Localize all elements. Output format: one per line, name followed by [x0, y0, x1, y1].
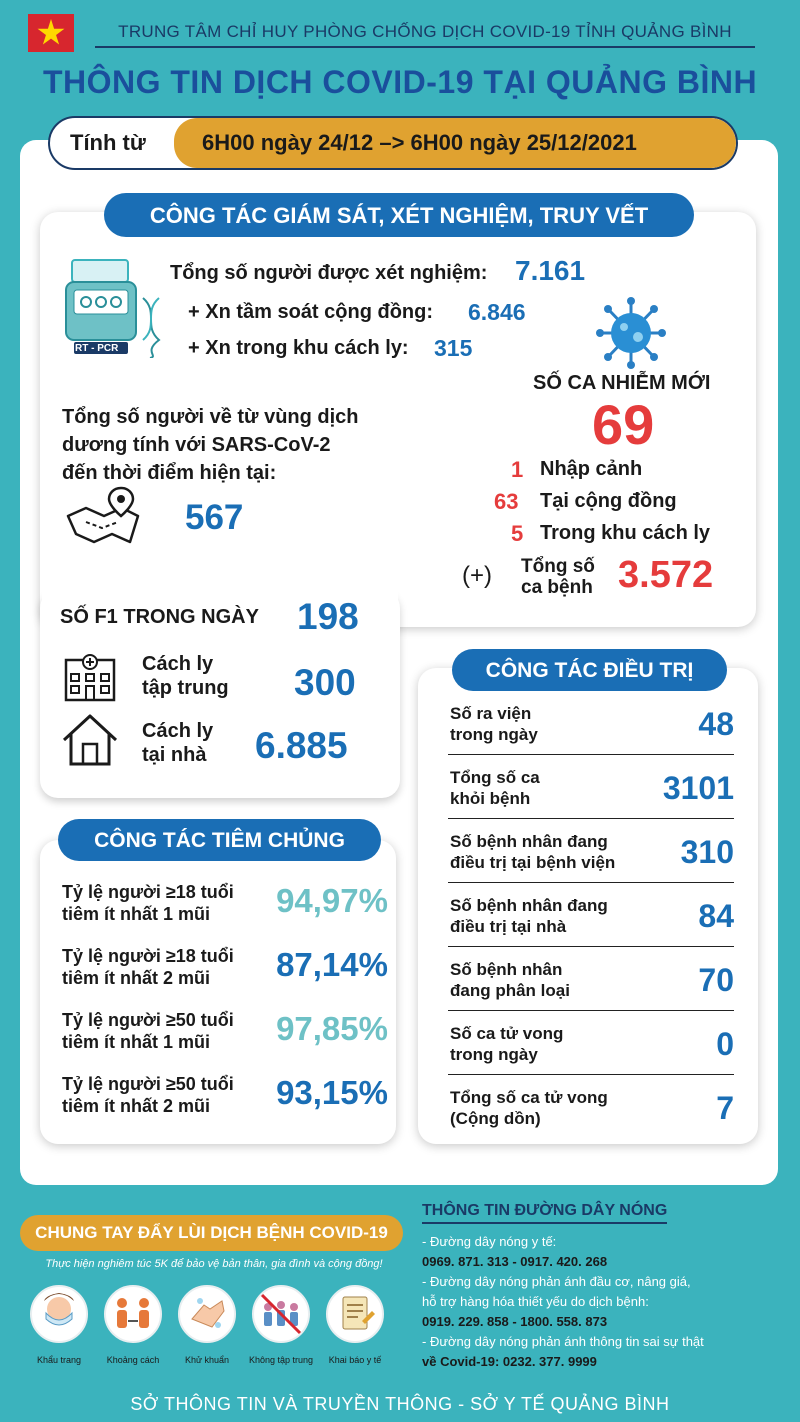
dna-icon	[140, 296, 162, 358]
quarantine-test-label: + Xn trong khu cách ly:	[188, 337, 409, 359]
hotline-block	[422, 1202, 782, 1372]
returned-value: 567	[185, 498, 244, 537]
quarantine-cases-label: Trong khu cách ly	[540, 522, 711, 544]
treatment-title: CÔNG TÁC ĐIỀU TRỊ	[452, 649, 727, 691]
hand-wash-icon	[178, 1285, 236, 1343]
vaccination-row	[40, 876, 396, 940]
hotline-number: về Covid-19: 0232. 377. 9999	[422, 1354, 597, 1369]
returned-label-1: Tổng số người về từ vùng dịch	[62, 406, 359, 428]
home-quarantine-label-2: tại nhà	[142, 744, 207, 766]
vaccination-row-label-2: tiêm ít nhất 2 mũi	[62, 968, 211, 988]
campaign-item-label: Khử khuẩn	[184, 1355, 230, 1365]
imported-label: Nhập cảnh	[540, 458, 643, 480]
central-quarantine-value: 300	[294, 662, 356, 703]
vaccination-row-label-1: Tỷ lệ người ≥18 tuổi	[62, 946, 234, 966]
surveillance-title: CÔNG TÁC GIÁM SÁT, XÉT NGHIỆM, TRUY VẾT	[104, 193, 694, 237]
treatment-row-label-1: Số bệnh nhân	[450, 960, 563, 979]
vaccination-row-label-2: tiêm ít nhất 2 mũi	[62, 1096, 211, 1116]
period-value: 6H00 ngày 24/12 –> 6H00 ngày 25/12/2021	[174, 118, 736, 168]
health-declaration-icon	[326, 1285, 384, 1343]
treatment-row-value: 7	[716, 1090, 734, 1126]
campaign-item-label: Không tập trung	[248, 1355, 314, 1365]
treatment-row	[418, 954, 758, 1018]
total-tested-label: Tổng số người được xét nghiệm:	[170, 262, 488, 284]
treatment-row-label-2: đang phân loại	[450, 981, 570, 1000]
treatment-row-value: 48	[698, 706, 734, 742]
period-bar	[48, 116, 738, 170]
community-test-value: 6.846	[468, 299, 526, 325]
f1-label: SỐ F1 TRONG NGÀY	[60, 606, 259, 628]
central-quarantine-label-1: Cách ly	[142, 653, 214, 675]
divider	[95, 46, 755, 48]
vaccination-row-label-2: tiêm ít nhất 1 mũi	[62, 904, 211, 924]
virus-icon	[592, 297, 670, 369]
organization-name: TRUNG TÂM CHỈ HUY PHÒNG CHỐNG DỊCH COVID-19 TỈNH QUẢNG BÌNH	[118, 22, 732, 41]
treatment-row	[418, 698, 758, 762]
community-cases-label: Tại cộng đồng	[540, 490, 677, 512]
treatment-row-label-2: điều trị tại nhà	[450, 917, 567, 936]
vaccination-title: CÔNG TÁC TIÊM CHỦNG	[58, 819, 381, 861]
row-divider	[448, 946, 734, 947]
no-gathering-icon	[252, 1285, 310, 1343]
treatment-row	[418, 1018, 758, 1082]
vaccination-row-value: 93,15%	[276, 1074, 388, 1111]
hotline-line: - Đường dây nóng phản ánh thông tin sai sự thật	[422, 1334, 704, 1349]
row-divider	[448, 1074, 734, 1075]
new-cases-value: 69	[592, 393, 655, 456]
campaign-subtitle: Thực hiện nghiêm túc 5K để bảo vệ bản thân, gia đình và cộng đồng!	[45, 1258, 383, 1270]
quarantine-test-value: 315	[434, 335, 473, 361]
vaccination-row-label-1: Tỷ lệ người ≥50 tuổi	[62, 1010, 234, 1030]
returned-label-2: dương tính với SARS-CoV-2	[62, 434, 331, 456]
treatment-row-value: 84	[698, 898, 734, 934]
treatment-row-label-2: trong ngày	[450, 725, 538, 744]
imported-value: 1	[511, 457, 524, 482]
row-divider	[448, 818, 734, 819]
vaccination-row-label-2: tiêm ít nhất 1 mũi	[62, 1032, 211, 1052]
treatment-row-value: 310	[680, 834, 734, 870]
distance-icon	[104, 1285, 162, 1343]
hotline-line: - Đường dây nóng phản ánh đầu cơ, nâng giá,	[422, 1274, 691, 1289]
treatment-card	[418, 668, 758, 1144]
treatment-row	[418, 890, 758, 954]
vaccination-row-value: 94,97%	[276, 882, 388, 919]
vaccination-row-value: 97,85%	[276, 1010, 388, 1047]
quarantine-cases-value: 5	[511, 521, 524, 546]
hotline-title: THÔNG TIN ĐƯỜNG DÂY NÓNG	[422, 1202, 667, 1224]
plus-badge: (+)	[462, 562, 492, 589]
treatment-row-value: 70	[698, 962, 734, 998]
row-divider	[448, 754, 734, 755]
campaign-item-label: Khai báo y tế	[328, 1355, 382, 1365]
new-cases-label: SỐ CA NHIỄM MỚI	[533, 372, 711, 394]
vaccination-row	[40, 940, 396, 1004]
house-icon	[60, 712, 120, 768]
total-tested-value: 7.161	[515, 255, 586, 286]
treatment-row-value: 0	[716, 1026, 734, 1062]
vaccination-row-value: 87,14%	[276, 946, 388, 983]
home-quarantine-label-1: Cách ly	[142, 720, 214, 742]
vaccination-row-label-1: Tỷ lệ người ≥18 tuổi	[62, 882, 234, 902]
treatment-row-label-2: điều trị tại bệnh viện	[450, 853, 616, 872]
treatment-row-label-2: (Cộng dồn)	[450, 1109, 541, 1128]
treatment-row-label-2: khỏi bệnh	[450, 789, 531, 808]
rtpcr-label: RT - PCR	[75, 343, 119, 354]
returned-label-3: đến thời điểm hiện tại:	[62, 462, 277, 484]
page-title: THÔNG TIN DỊCH COVID-19 TẠI QUẢNG BÌNH	[42, 64, 758, 100]
period-label: Tính từ	[70, 130, 146, 155]
community-cases-value: 63	[494, 489, 519, 514]
treatment-row-label-1: Tổng số ca tử vong	[450, 1088, 608, 1107]
hotline-line: - Đường dây nóng y tế:	[422, 1234, 557, 1249]
campaign-item-label: Khẩu trang	[36, 1355, 82, 1365]
total-cases-label-2: ca bệnh	[521, 577, 593, 598]
treatment-row-label-1: Số ra viện	[450, 704, 532, 723]
vaccination-row	[40, 1004, 396, 1068]
hotline-line: hỗ trợ hàng hóa thiết yếu do dịch bệnh:	[422, 1294, 649, 1309]
map-pin-icon	[64, 486, 142, 546]
vietnam-flag-icon	[28, 14, 74, 52]
treatment-row-label-1: Tổng số ca	[450, 768, 540, 787]
hotline-number: 0969. 871. 313 - 0917. 420. 268	[422, 1254, 608, 1269]
treatment-row	[418, 826, 758, 890]
face-mask-icon	[30, 1285, 88, 1343]
treatment-row	[418, 1082, 758, 1146]
treatment-row	[418, 762, 758, 826]
treatment-row-label-1: Số ca tử vong	[450, 1024, 564, 1043]
campaign-icons	[22, 1285, 402, 1375]
total-cases-value: 3.572	[618, 554, 714, 596]
total-cases-label-1: Tổng số	[521, 556, 595, 577]
hotline-number: 0919. 229. 858 - 1800. 558. 873	[422, 1314, 608, 1329]
community-test-label: + Xn tầm soát cộng đồng:	[188, 301, 434, 323]
hospital-building-icon	[62, 652, 118, 702]
row-divider	[448, 882, 734, 883]
vaccination-card	[40, 840, 396, 1144]
campaign-item-label: Khoảng cách	[106, 1355, 160, 1365]
treatment-row-label-1: Số bệnh nhân đang	[450, 832, 608, 851]
footer-credit: SỞ THÔNG TIN VÀ TRUYỀN THÔNG - SỞ Y TẾ QUẢNG BÌNH	[130, 1394, 670, 1414]
vaccination-row-label-1: Tỷ lệ người ≥50 tuổi	[62, 1074, 234, 1094]
treatment-row-value: 3101	[662, 770, 734, 806]
home-quarantine-value: 6.885	[255, 725, 348, 766]
vaccination-row	[40, 1068, 396, 1132]
treatment-row-label-1: Số bệnh nhân đang	[450, 896, 608, 915]
f1-value: 198	[297, 596, 359, 637]
campaign-title: CHUNG TAY ĐẨY LÙI DỊCH BỆNH COVID-19	[20, 1215, 403, 1251]
treatment-row-label-2: trong ngày	[450, 1045, 538, 1064]
central-quarantine-label-2: tập trung	[142, 677, 229, 699]
row-divider	[448, 1010, 734, 1011]
